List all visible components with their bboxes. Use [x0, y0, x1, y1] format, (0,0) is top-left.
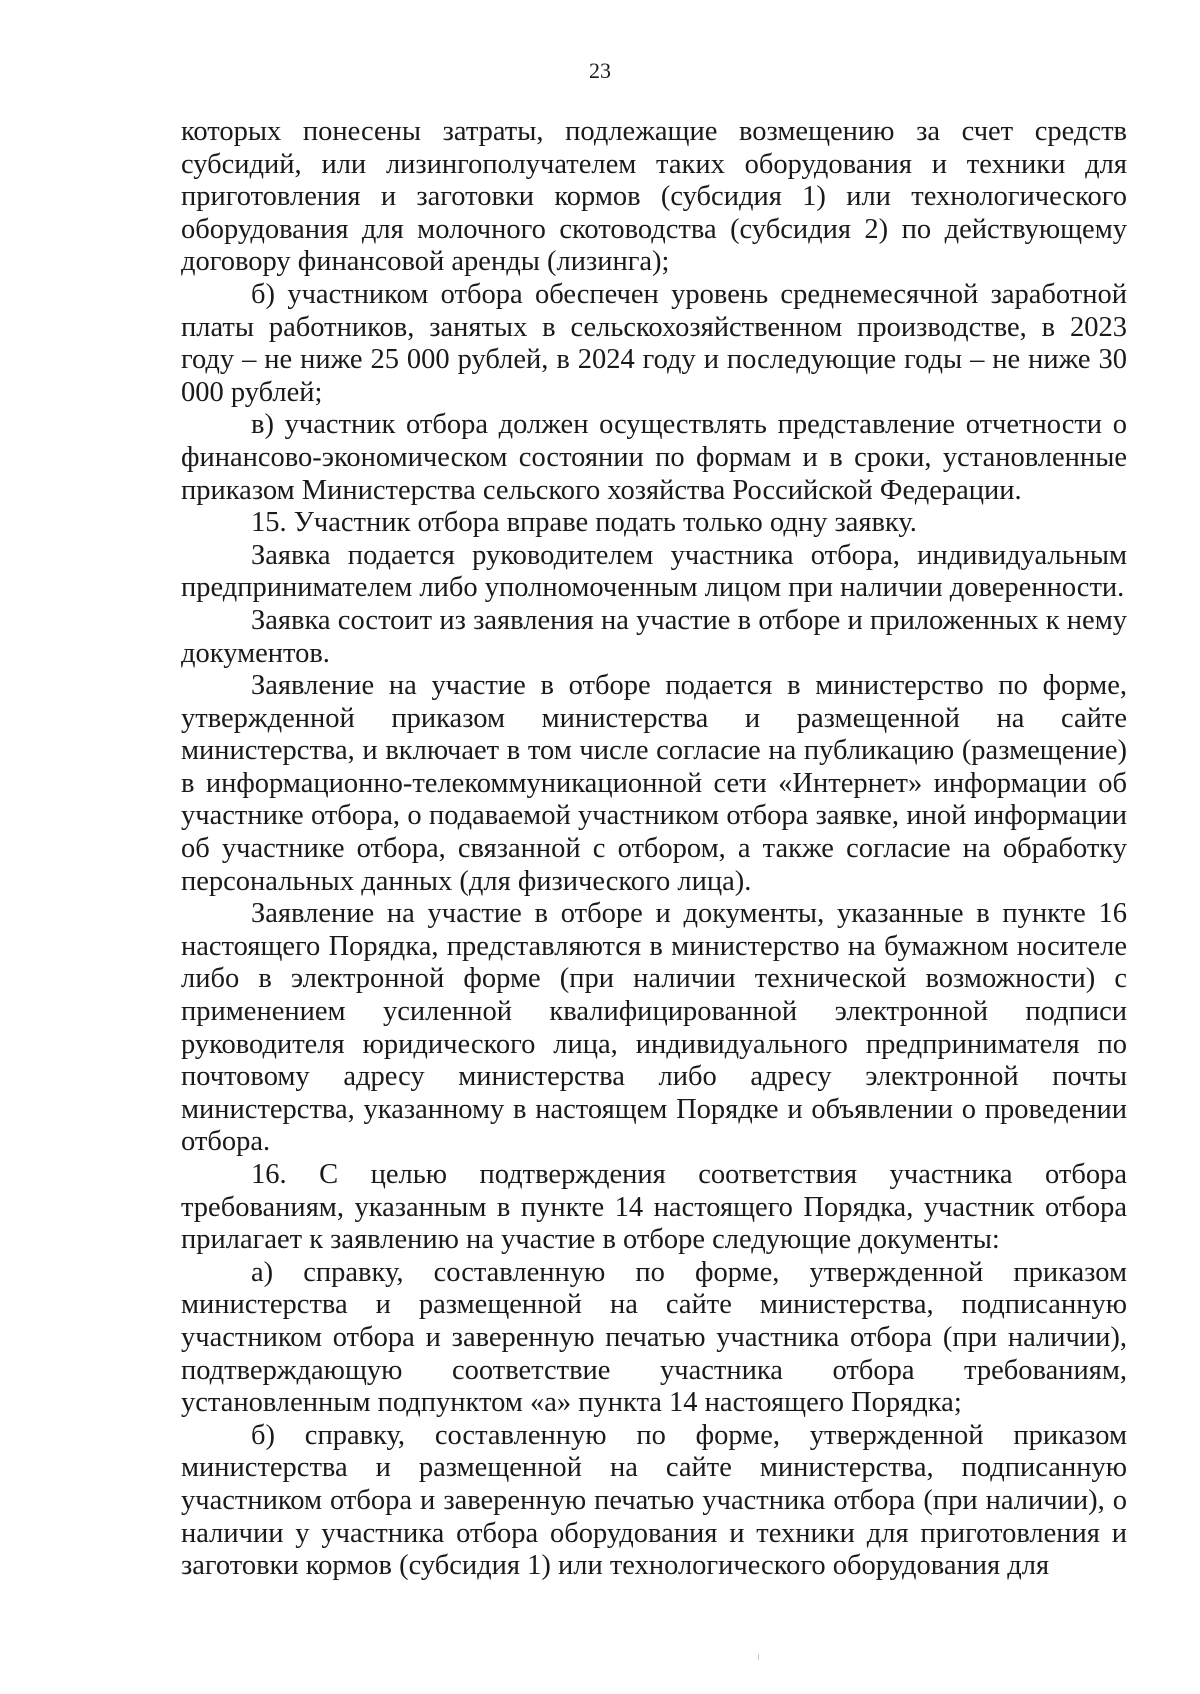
paragraph-application-submitter: Заявка подается руководителем участника отбора, индивидуальным предпринимателем либо уполномоченным лицом при наличии доверенности. — [181, 539, 1127, 604]
paragraph-application-contents: Заявка состоит из заявления на участие в отборе и приложенных к нему документов. — [181, 604, 1127, 669]
page-number: 23 — [589, 58, 611, 83]
paragraph-subitem-b-certificate: б) справку, составленную по форме, утвержденной приказом министерства и размещенной на сайте министерства, подписанную участником отбора и заверенную печатью участника отбора (при наличии), о наличии у участника отбора оборудования и техники для приготовления и заготовки кормов (субсидия 1) или технологического оборудования для — [181, 1419, 1127, 1582]
paragraph-application-form: Заявление на участие в отборе подается в министерство по форме, утвержденной приказом министерства и размещенной на сайте министерства, и включает в том числе согласие на публикацию (размещение) в информационно-телекоммуникационной сети «Интернет» информации об участнике отбора, о подаваемой участником отбора заявке, иной информации об участнике отбора, связанной с отбором, а также согласие на обработку персональных данных (для физического лица). — [181, 670, 1127, 897]
paragraph-clause-15: 15. Участник отбора вправе подать только одну заявку. — [251, 507, 917, 539]
scan-artifact — [758, 1654, 759, 1660]
paragraph-subitem-a-certificate: а) справку, составленную по форме, утвержденной приказом министерства и размещенной на сайте министерства, подписанную участником отбора и заверенную печатью участника отбора (при наличии), подтверждающую соответствие участника отбора требованиям, установленным подпунктом «а» пункта 14 настоящего Порядка; — [181, 1256, 1127, 1419]
paragraph-submission-method: Заявление на участие в отборе и документы, указанные в пункте 16 настоящего Порядка, представляются в министерство на бумажном носителе либо в электронной форме (при наличии технической возможности) с применением усиленной квалифицированной электронной подписи руководителя юридического лица, индивидуального предпринимателя по почтовому адресу министерства либо адресу электронной почты министерства, указанному в настоящем Порядке и объявлении о проведении отбора. — [181, 898, 1127, 1158]
paragraph-subitem-b-wages: б) участником отбора обеспечен уровень среднемесячной заработной платы работников, занятых в сельскохозяйственном производстве, в 2023 году – не ниже 25 000 рублей, в 2024 году и последующие годы – не ниже 30 000 рублей; — [181, 278, 1127, 408]
paragraph-continuation: которых понесены затраты, подлежащие возмещению за счет средств субсидий, или лизингополучателем таких оборудования и техники для приготовления и заготовки кормов (субсидия 1) или технологического оборудования для молочного скотоводства (субсидия 2) по действующему договору финансовой аренды (лизинга); — [181, 116, 1127, 278]
paragraph-subitem-v-reporting: в) участник отбора должен осуществлять представление отчетности о финансово-экономическом состоянии по формам и в сроки, установленные приказом Министерства сельского хозяйства Российской Федерации. — [181, 409, 1127, 506]
paragraph-clause-16: 16. С целью подтверждения соответствия участника отбора требованиям, указанным в пункте 14 настоящего Порядка, участник отбора прилагает к заявлению на участие в отборе следующие документы: — [181, 1159, 1127, 1256]
document-body — [181, 116, 1127, 1583]
